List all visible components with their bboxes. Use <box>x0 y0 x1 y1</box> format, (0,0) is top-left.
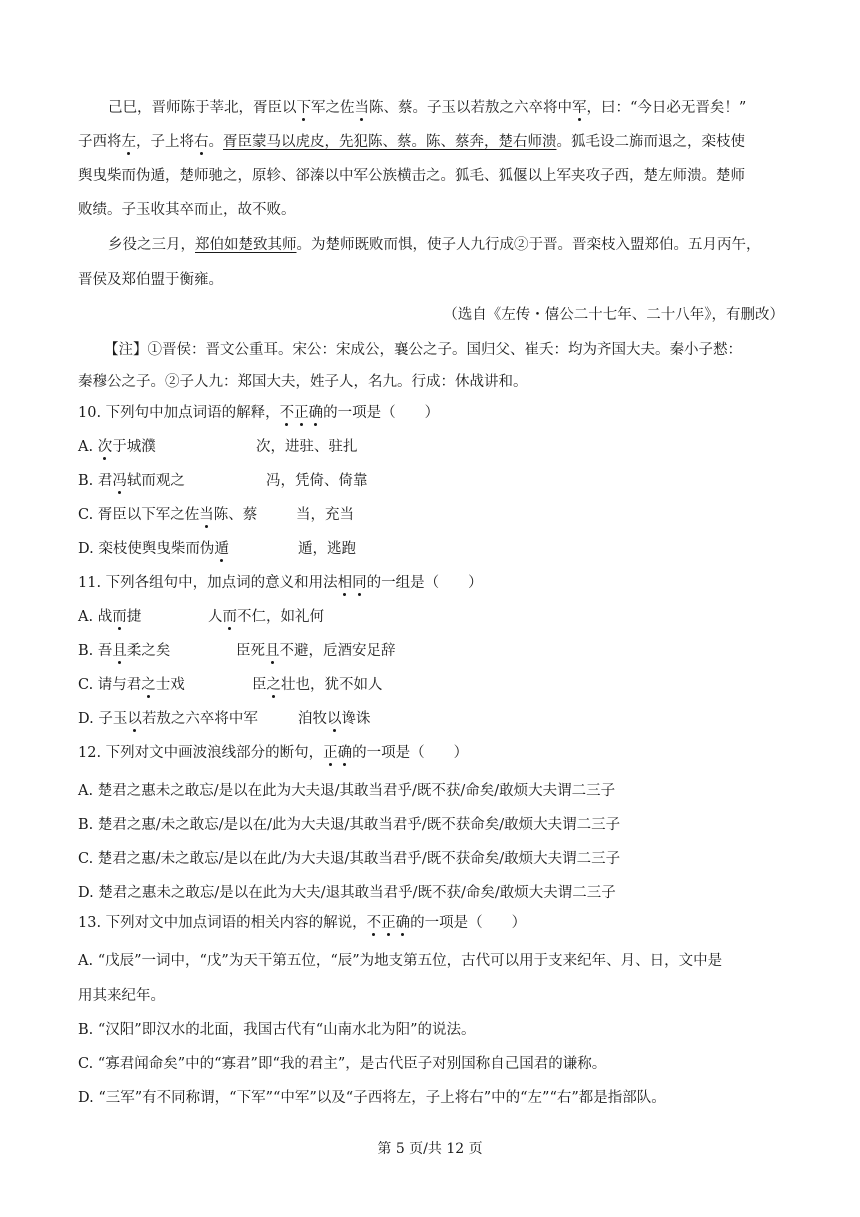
q10-option-b[interactable]: B. 君冯轼而观之 冯，凭倚、倚靠 <box>78 473 368 489</box>
q12-option-b[interactable]: B. 楚君之惠/未之敢忘/是以在/此为大夫退/其敢当君乎/既不获命矣/敢烦大夫谓二三子 <box>78 817 621 833</box>
underlined-sentence: 郑伯如楚致其师 <box>195 237 297 253</box>
q12-option-c[interactable]: C. 楚君之惠/未之敢忘/是以在此/为大夫退/其敢当君乎/既不获命矣/敢烦大夫谓二三子 <box>78 851 621 867</box>
q11-option-c[interactable]: C. 请与君之士戏 臣之壮也，犹不如人 <box>78 677 383 693</box>
q13-option-d[interactable]: D. “三军”有不同称谓，“下军”“中军”以及“子西将左，子上将右”中的“左”“右”都是指部队。 <box>78 1090 666 1106</box>
q13-option-a[interactable]: A. “戊辰”一词中，“戊”为天干第五位，“辰”为地支第五位，古代可以用于支来纪年、月、日，文中是 <box>78 953 723 969</box>
underlined-sentence: 胥臣蒙马以虎皮，先犯陈、蔡。陈、蔡奔，楚右师溃 <box>223 134 557 150</box>
notes-line: 秦穆公之子。②子人九：郑国大夫，姓子人，名九。行成：休战讲和。 <box>78 374 528 390</box>
q12-option-a[interactable]: A. 楚君之惠未之敢忘/是以在此为大夫退/其敢当君乎/既不获/命矣/敢烦大夫谓二三子 <box>78 783 616 799</box>
question-13-stem: 13. 下列对文中加点词语的相关内容的解说，不正确的一项是（ ） <box>78 915 527 931</box>
dotted-word: 军 <box>572 100 587 116</box>
q13-option-a-cont: 用其来纪年。 <box>78 988 165 1004</box>
notes-line: 【注】①晋侯：晋文公重耳。宋公：宋成公，襄公之子。国归父、崔夭：均为齐国大夫。秦小子慭： <box>104 342 742 358</box>
q12-option-d[interactable]: D. 楚君之惠未之敢忘/是以在此为大夫/退其敢当君乎/既不获/命矣/敢烦大夫谓二三子 <box>78 885 616 901</box>
passage-line: 子西将左，子上将右。胥臣蒙马以虎皮，先犯陈、蔡。陈、蔡奔，楚右师溃。狐毛设二旆而退之，栾枝使 <box>78 134 745 150</box>
passage-line: 舆曳柴而伪遁，楚师驰之，原轸、郤溱以中军公族横击之。狐毛、狐偃以上军夹攻子西，楚左师溃。楚师 <box>78 168 745 184</box>
q11-option-d[interactable]: D. 子玉以若敖之六卒将中军 洎牧以谗诛 <box>78 711 371 727</box>
question-10-stem: 10. 下列句中加点词语的解释，不正确的一项是（ ） <box>78 405 440 421</box>
passage-line: 乡役之三月，郑伯如楚致其师。为楚师既败而惧，使子人九行成②于晋。晋栾枝入盟郑伯。五月丙午， <box>108 237 761 253</box>
passage-line: 晋侯及郑伯盟于衡雍。 <box>78 272 223 288</box>
dotted-word: 右 <box>194 134 209 150</box>
dotted-word: 当 <box>354 100 369 116</box>
q11-option-a[interactable]: A. 战而捷 人而不仁，如礼何 <box>78 609 324 625</box>
passage-line: 败绩。子玉收其卒而止，故不败。 <box>78 202 296 218</box>
dotted-word: 左 <box>121 134 136 150</box>
q10-option-a[interactable]: A. 次于城濮 次，进驻、驻扎 <box>78 439 358 455</box>
q11-option-b[interactable]: B. 吾且柔之矣 臣死且不避，卮酒安足辞 <box>78 643 396 659</box>
dotted-word: 下 <box>296 100 311 116</box>
question-12-stem: 12. 下列对文中画波浪线部分的断句，正确的一项是（ ） <box>78 745 469 761</box>
q10-option-d[interactable]: D. 栾枝使舆曳柴而伪遁 遁，逃跑 <box>78 541 356 557</box>
q13-option-c[interactable]: C. “寡君闻命矣”中的“寡君”即“我的君主”，是古代臣子对别国称自己国君的谦称。 <box>78 1056 607 1072</box>
question-11-stem: 11. 下列各组句中，加点词的意义和用法相同的一组是（ ） <box>78 575 483 591</box>
page-footer: 第 5 页/共 12 页 <box>377 1141 483 1157</box>
q13-option-b[interactable]: B. “汉阳”即汉水的北面，我国古代有“山南水北为阳”的说法。 <box>78 1022 476 1038</box>
q10-option-c[interactable]: C. 胥臣以下军之佐当陈、蔡 当，充当 <box>78 507 354 523</box>
source-citation: （选自《左传・僖公二十七年、二十八年》，有删改） <box>443 307 784 323</box>
passage-line: 己巳，晋师陈于莘北，胥臣以下军之佐当陈、蔡。子玉以若敖之六卒将中军，曰：“今日必无晋矣！” <box>108 100 747 116</box>
